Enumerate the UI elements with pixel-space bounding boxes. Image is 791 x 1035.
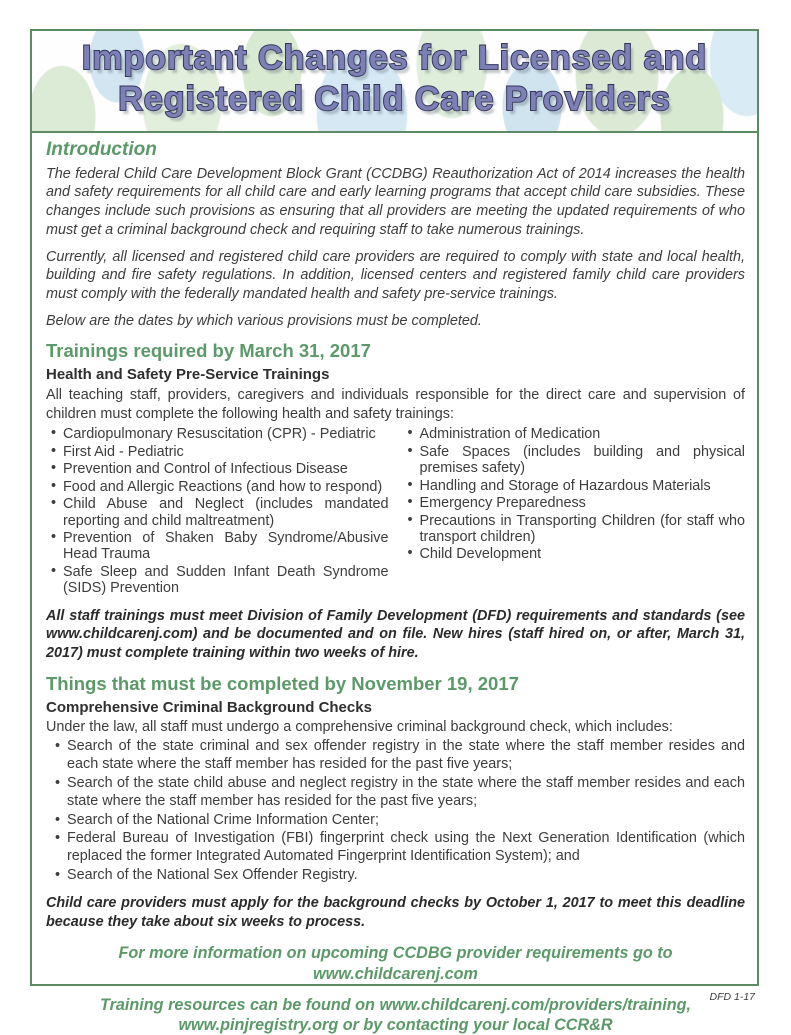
trainings-section-heading: Trainings required by March 31, 2017 <box>46 340 371 362</box>
trainings-lead: All teaching staff, providers, caregivers and individuals responsible for the direct care and supervision of children must complete the following health and safety trainings: <box>46 386 745 422</box>
trainings-note: All staff trainings must meet Division of Family Development (DFD) requirements and standards (see www.childcarenj.com) and be documented and on file. New hires (staff hired on, or after, March 31, 2017) must complete training within two weeks of hire. <box>46 607 745 662</box>
footer-info-line: For more information on upcoming CCDBG provider requirements go to www.childcarenj.com <box>118 944 673 983</box>
list-item: • Precautions in Transporting Children (for staff who transport children) <box>403 513 746 546</box>
trainings-list-right <box>403 426 746 597</box>
list-item: • Search of the state criminal and sex offender registry in the state where the staff member resides and each state where the staff member has resided for the past five years; <box>46 738 745 774</box>
background-checks-list <box>46 738 745 885</box>
intro-paragraph-1: The federal Child Care Development Block Grant (CCDBG) Reauthorization Act of 2014 increases the health and safety requirements for all child care and early learning programs that accept child care subsidies. These changes include such provisions as ensuring that all providers are meeting the updated requirements of who must get a criminal background check and requiring staff to take numerous trainings. <box>46 165 745 238</box>
list-item: • Search of the state child abuse and neglect registry in the state where the staff member resides and each state where the staff member has resided for the past five years; <box>46 775 745 811</box>
list-item: • Prevention and Control of Infectious Disease <box>46 461 389 477</box>
intro-paragraph-3: Below are the dates by which various provisions must be completed. <box>46 312 482 329</box>
page-title-line2: Registered Child Care Providers <box>118 80 671 119</box>
list-item: • Search of the National Crime Information Center; <box>46 812 745 830</box>
background-checks-note: Child care providers must apply for the background checks by October 1, 2017 to meet this deadline because they take about six weeks to process. <box>46 894 745 930</box>
page-title <box>32 31 757 121</box>
list-item: • Search of the National Sex Offender Registry. <box>46 867 745 885</box>
list-item: • Child Abuse and Neglect (includes mandated reporting and child maltreatment) <box>46 496 389 529</box>
intro-paragraph-2: Currently, all licensed and registered child care providers are required to comply with state and local health, building and fire safety regulations. In addition, licensed centers and registered family child care providers must comply with the federally mandated health and safety pre-service trainings. <box>46 248 745 302</box>
list-item: • Safe Spaces (includes building and physical premises safety) <box>403 444 746 477</box>
list-item: • Federal Bureau of Investigation (FBI) fingerprint check using the Next Generation Identification (which replaced the former Integrated Automated Fingerprint Identification System); and <box>46 830 745 866</box>
list-item: • First Aid - Pediatric <box>46 444 389 460</box>
list-item: • Emergency Preparedness <box>403 495 746 511</box>
background-checks-lead: Under the law, all staff must undergo a comprehensive criminal background check, which includes: <box>46 719 673 736</box>
background-checks-subheading: Comprehensive Criminal Background Checks <box>46 698 372 716</box>
list-item: • Child Development <box>403 546 746 562</box>
list-item: • Prevention of Shaken Baby Syndrome/Abusive Head Trauma <box>46 530 389 563</box>
document-body <box>32 133 757 1035</box>
intro-heading: Introduction <box>46 139 157 160</box>
banner-background <box>32 31 757 133</box>
list-item: • Handling and Storage of Hazardous Materials <box>403 478 746 494</box>
document-code: DFD 1-17 <box>709 991 755 1003</box>
trainings-columns <box>46 426 745 597</box>
footer-training-line: Training resources can be found on www.childcarenj.com/providers/training, www.pinjregistry.org or by contacting your local CCR&R <box>100 995 691 1035</box>
list-item: • Safe Sleep and Sudden Infant Death Syndrome (SIDS) Prevention <box>46 564 389 597</box>
trainings-list-left <box>46 426 389 597</box>
list-item: • Food and Allergic Reactions (and how to respond) <box>46 479 389 495</box>
list-item: • Administration of Medication <box>403 426 746 442</box>
trainings-subheading: Health and Safety Pre-Service Trainings <box>46 366 330 384</box>
background-checks-heading: Things that must be completed by November 19, 2017 <box>46 672 519 694</box>
page-title-line1: Important Changes for Licensed and <box>81 39 708 77</box>
list-item: • Cardiopulmonary Resuscitation (CPR) - Pediatric <box>46 426 389 442</box>
